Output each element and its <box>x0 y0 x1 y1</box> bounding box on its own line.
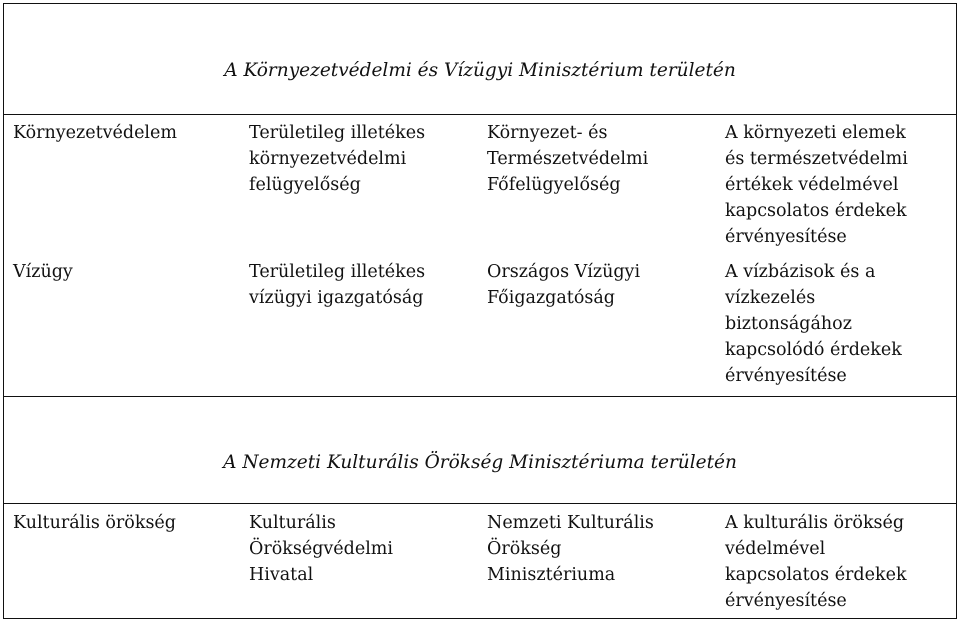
section-title-environment: A Környezetvédelmi és Vízügyi Minisztérium területén <box>224 60 736 81</box>
cell-interest: A kulturális örökség védelmével kapcsolatos érdekek érvényesítése <box>725 513 907 611</box>
cell-central-authority: Környezet- és Természetvédelmi Főfelügyelőség <box>487 123 649 195</box>
section-title-cultural-heritage: A Nemzeti Kulturális Örökség Minisztériuma területén <box>223 452 737 473</box>
cell-central-authority: Nemzeti Kulturális Örökség Minisztériuma <box>487 513 654 585</box>
cell-local-authority: Kulturális Örökségvédelmi Hivatal <box>249 513 393 585</box>
cell-central-authority: Országos Vízügyi Főigazgatóság <box>487 262 641 308</box>
cell-field: Vízügy <box>13 262 73 282</box>
cell-interest: A környezeti elemek és természetvédelmi értékek védelmével kapcsolatos érdekek érvényesítése <box>725 123 908 247</box>
cell-interest: A vízbázisok és a vízkezelés biztonságához kapcsolódó érdekek érvényesítése <box>725 262 902 386</box>
divider <box>3 396 957 397</box>
cell-local-authority: Területileg illetékes vízügyi igazgatóság <box>249 262 426 308</box>
cell-local-authority: Területileg illetékes környezetvédelmi felügyelőség <box>249 123 426 195</box>
cell-field: Környezetvédelem <box>13 123 177 143</box>
divider <box>3 114 957 115</box>
divider <box>3 503 957 504</box>
cell-field: Kulturális örökség <box>13 513 176 533</box>
